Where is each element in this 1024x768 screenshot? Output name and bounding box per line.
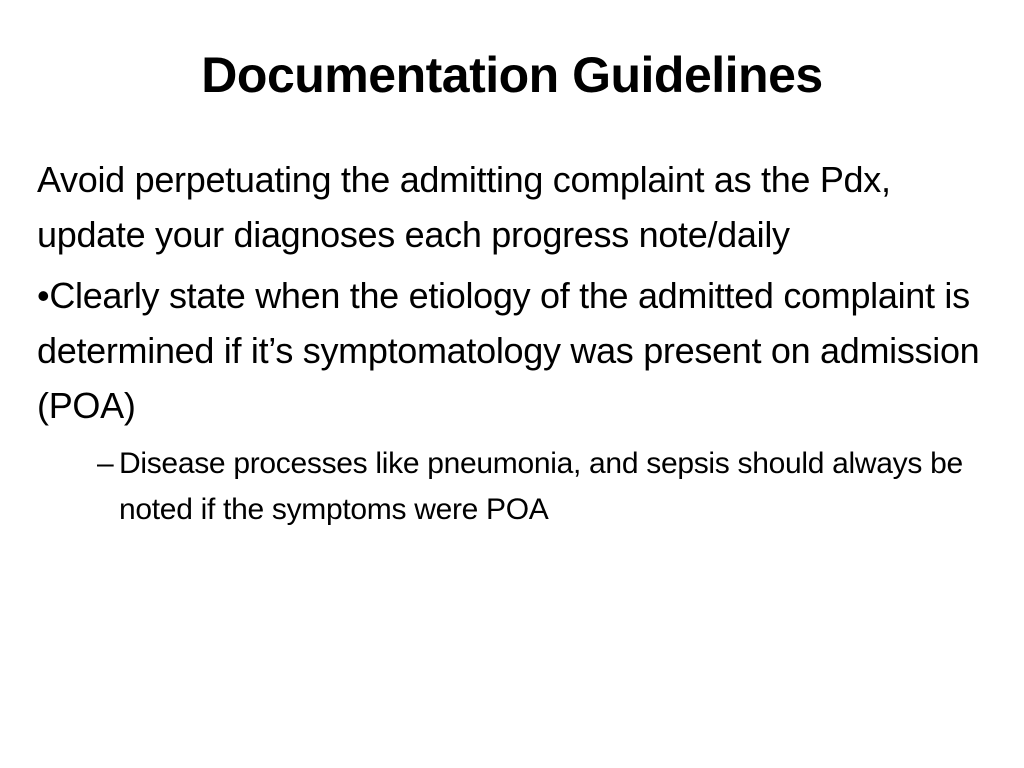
- slide-title: Documentation Guidelines: [201, 47, 823, 103]
- bullet-text: Clearly state when the etiology of the admitted complaint is determined if it’s symptomatology was present on admission (POA): [37, 275, 980, 426]
- sub-bullet-text: Disease processes like pneumonia, and sepsis should always be noted if the symptoms were POA: [119, 447, 963, 526]
- sub-bullet-marker: –: [97, 447, 114, 480]
- sub-bullet-item: [97, 441, 992, 533]
- intro-paragraph: Avoid perpetuating the admitting complaint as the Pdx, update your diagnoses each progress note/daily: [37, 159, 891, 255]
- bullet-item: [37, 268, 992, 433]
- bullet-marker: •: [37, 275, 50, 316]
- slide-body: [37, 152, 992, 533]
